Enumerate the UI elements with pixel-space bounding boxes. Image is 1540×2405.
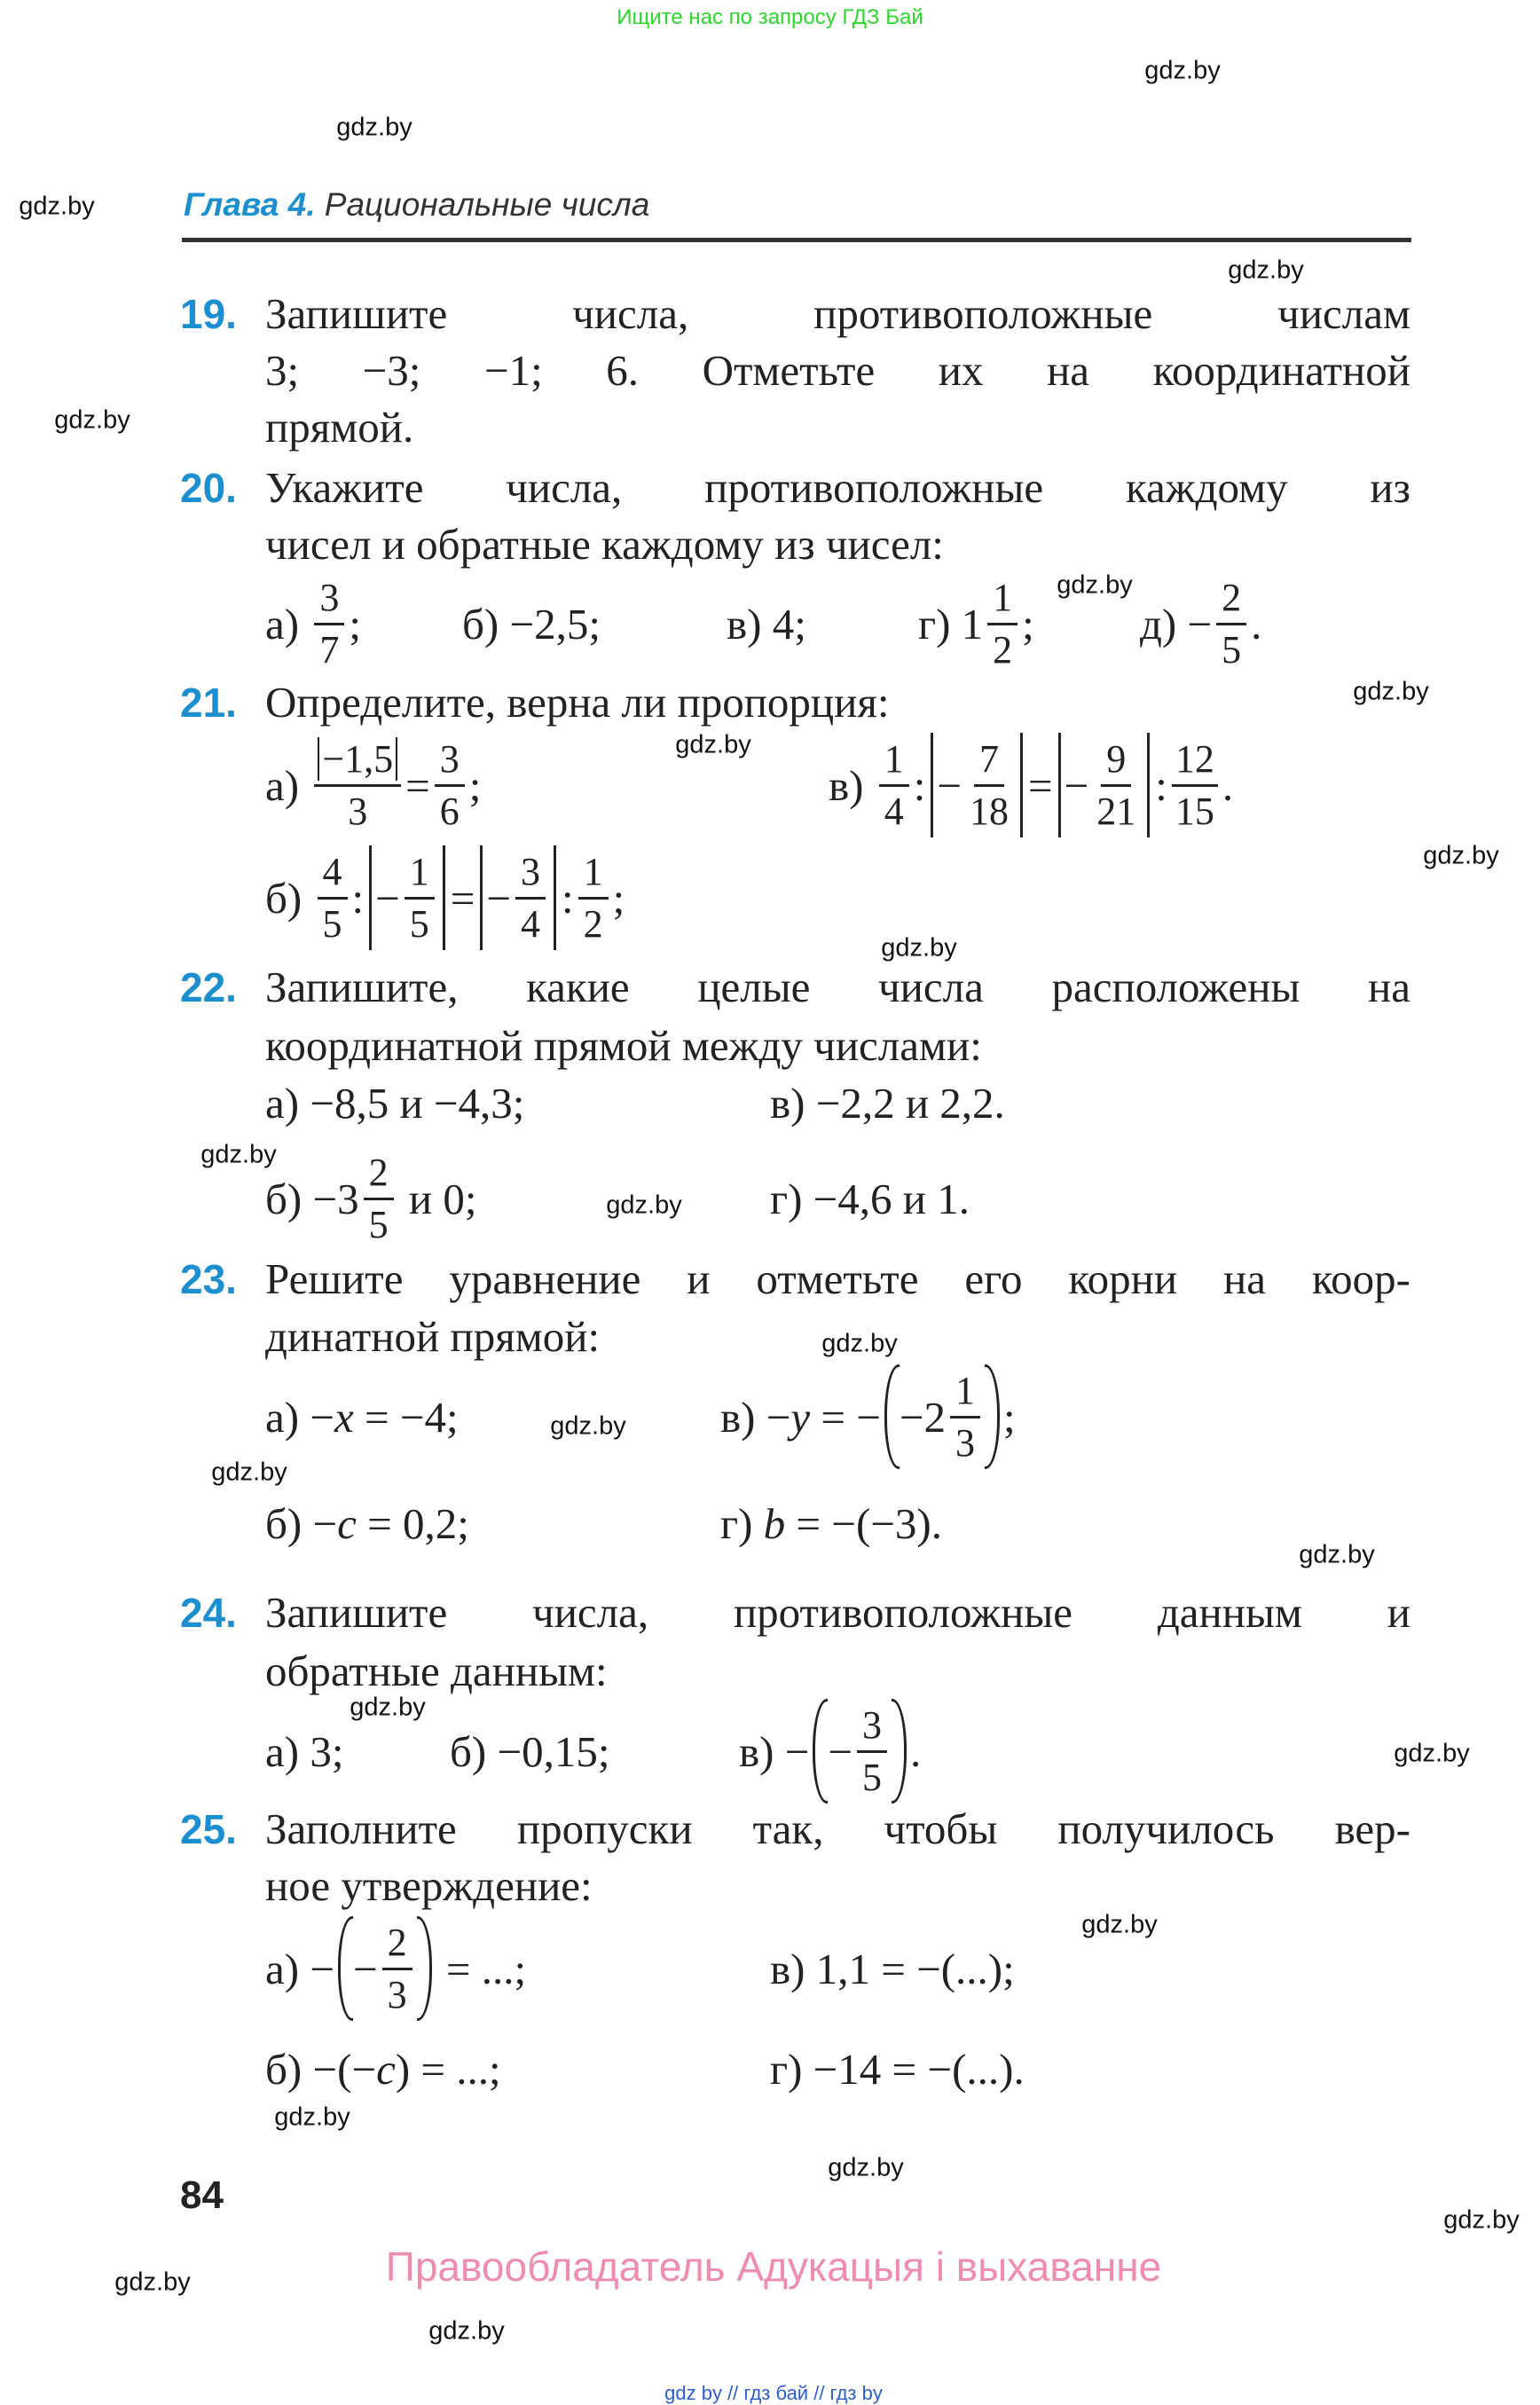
watermark: gdz.by — [1057, 570, 1133, 600]
right-paren — [985, 1364, 1000, 1469]
page-number: 84 — [180, 2173, 224, 2217]
expr: б) − — [265, 1498, 338, 1548]
fraction — [382, 1918, 412, 2020]
option-label: г) 1 — [918, 599, 984, 648]
fraction — [857, 1701, 887, 1803]
watermark: gdz.by — [114, 2267, 191, 2297]
variable: b — [763, 1498, 786, 1548]
numerator: 3 — [314, 573, 344, 625]
option-g — [918, 562, 1034, 686]
numerator: 3 — [857, 1701, 887, 1753]
option-v: в) −2,2 и 2,2. — [770, 1078, 1005, 1128]
numerator: 2 — [382, 1918, 412, 1970]
fraction — [364, 1148, 394, 1250]
variable: y — [790, 1392, 811, 1442]
problem-text: динатной прямой: — [265, 1312, 601, 1361]
denominator: 5 — [368, 1202, 389, 1246]
variable: c — [337, 1498, 357, 1548]
watermark: gdz.by — [1228, 255, 1304, 285]
options-row — [0, 562, 1540, 686]
left-paren — [884, 1364, 900, 1469]
numerator: 1 — [405, 847, 435, 900]
expr: = − — [810, 1392, 881, 1442]
punct: и 0; — [397, 1174, 477, 1223]
problem-number: 20. — [180, 465, 237, 511]
denominator: 6 — [439, 789, 460, 833]
problem-text: Запишите числа, противоположные данным и — [265, 1588, 1410, 1637]
fraction — [314, 735, 401, 837]
expr: г) — [720, 1498, 764, 1548]
option-v: в) 1,1 = −(...); — [770, 1944, 1015, 1993]
watermark: gdz.by — [1423, 841, 1499, 870]
expr: − — [828, 1726, 852, 1776]
option-v — [739, 1689, 921, 1813]
bottom-links[interactable]: gdz by // гдз бай // гдз by — [664, 2382, 883, 2404]
watermark: gdz.by — [881, 933, 957, 963]
minus: − — [375, 873, 400, 923]
option-a — [265, 1355, 459, 1479]
denominator: 2 — [993, 627, 1013, 672]
absolute-value: −1,5 — [318, 737, 397, 781]
punct: ; — [1003, 1392, 1016, 1442]
watermark: gdz.by — [19, 192, 95, 221]
expr: б) −(− — [265, 2044, 377, 2094]
colon: : — [1155, 760, 1167, 810]
options-row — [0, 1355, 1540, 1479]
search-banner[interactable]: Ищите нас по запросу ГДЗ Бай — [617, 5, 923, 29]
option-b — [265, 1136, 476, 1261]
option-b: б) −2,5; — [462, 599, 601, 648]
watermark: gdz.by — [821, 1329, 898, 1358]
option-label: а) − — [265, 1944, 334, 1993]
problem-text: Запишите числа, противоположные числам — [265, 289, 1410, 338]
problem-text: Укажите числа, противоположные каждому из — [265, 463, 1410, 512]
minus: − — [937, 760, 962, 810]
problem-text: Определите, верна ли пропорция: — [265, 678, 890, 727]
fraction — [1172, 735, 1218, 837]
denominator: 4 — [521, 901, 541, 946]
option-v — [720, 1355, 1016, 1479]
option-b — [265, 836, 625, 960]
option-label: в) — [829, 760, 875, 810]
absolute-value — [480, 845, 556, 950]
colon: : — [351, 873, 365, 923]
expr: = −4; — [353, 1392, 459, 1442]
option-v: в) 4; — [727, 599, 806, 648]
fraction — [950, 1366, 980, 1468]
watermark: gdz.by — [54, 405, 130, 435]
watermark: gdz.by — [336, 113, 412, 142]
punct: . — [1251, 599, 1262, 648]
absolute-value — [931, 733, 1023, 837]
expr: − — [352, 1944, 378, 1993]
copyright-footer: Правообладатель Адукацыя і выхаванне — [385, 2244, 1162, 2290]
denominator: 3 — [955, 1420, 976, 1465]
expr: а) − — [265, 1392, 334, 1442]
numerator: 2 — [1216, 573, 1246, 625]
option-a — [265, 562, 361, 686]
equals: = — [405, 760, 430, 810]
absolute-value — [1058, 733, 1151, 837]
numerator: 7 — [974, 735, 1004, 787]
left-paren — [813, 1699, 828, 1804]
punct: . — [909, 1726, 922, 1776]
fraction — [515, 847, 546, 949]
expr: в) − — [720, 1392, 791, 1442]
options-row — [0, 1136, 1540, 1261]
expr: = 0,2; — [356, 1498, 469, 1548]
expr: ) = ...; — [395, 2044, 501, 2094]
watermark: gdz.by — [1353, 677, 1429, 706]
numerator: 3 — [435, 735, 465, 787]
punct: ; — [612, 873, 625, 923]
numerator: 1 — [950, 1366, 980, 1419]
option-g: г) −14 = −(...). — [770, 2044, 1025, 2094]
watermark: gdz.by — [1144, 56, 1221, 85]
numerator: 1 — [879, 735, 909, 787]
fraction — [318, 847, 348, 949]
problem-number: 19. — [180, 291, 237, 337]
problem-text: прямой. — [265, 403, 414, 452]
watermark: gdz.by — [675, 730, 751, 759]
denominator: 18 — [969, 789, 1009, 833]
option-a: а) −8,5 и −4,3; — [265, 1078, 525, 1128]
denominator: 7 — [319, 627, 340, 672]
watermark: gdz.by — [606, 1191, 682, 1220]
punct: . — [1222, 760, 1234, 810]
fraction — [578, 847, 609, 949]
problem-number: 25. — [180, 1806, 237, 1852]
minus: − — [486, 873, 512, 923]
punct: = ...; — [435, 1944, 527, 1993]
punct: ; — [349, 599, 361, 648]
option-label: б) — [265, 873, 313, 923]
problem-number: 24. — [180, 1590, 237, 1636]
numerator: 1 — [578, 847, 609, 900]
problem-text: обратные данным: — [265, 1647, 608, 1695]
watermark: gdz.by — [350, 1693, 426, 1722]
problem-text: ное утверждение: — [265, 1861, 593, 1910]
minus: − — [1064, 760, 1089, 810]
option-g — [720, 1461, 942, 1585]
option-b — [265, 1461, 469, 1585]
option-label: в) − — [739, 1726, 810, 1776]
option-g: г) −4,6 и 1. — [770, 1174, 970, 1223]
option-d — [1140, 562, 1261, 686]
problem-text: чисел и обратные каждому из чисел: — [265, 520, 944, 569]
right-paren — [892, 1699, 907, 1804]
fraction — [314, 573, 344, 675]
fraction — [405, 847, 435, 949]
denominator: 5 — [861, 1755, 882, 1799]
numerator: 12 — [1172, 735, 1218, 787]
fraction — [1093, 735, 1139, 837]
equals: = — [450, 873, 475, 923]
fraction — [1216, 573, 1246, 675]
denominator: 3 — [348, 789, 368, 833]
denominator: 5 — [409, 901, 429, 946]
numerator: 9 — [1101, 735, 1131, 787]
denominator: 15 — [1175, 789, 1214, 833]
colon: : — [562, 873, 574, 923]
watermark: gdz.by — [428, 2316, 505, 2346]
header-divider — [182, 238, 1411, 242]
problem-text: Решите уравнение и отметьте его корни на коор- — [265, 1254, 1410, 1303]
denominator: 2 — [583, 901, 603, 946]
problem-text: координатной прямой между числами: — [265, 1021, 982, 1070]
option-label: а) — [265, 760, 310, 810]
denominator: 4 — [884, 789, 904, 833]
problem-number: 23. — [180, 1256, 237, 1302]
colon: : — [913, 760, 926, 810]
watermark: gdz.by — [200, 1140, 277, 1169]
options-row — [0, 723, 1540, 847]
watermark: gdz.by — [1443, 2205, 1520, 2235]
watermark: gdz.by — [1081, 1910, 1158, 1939]
options-row — [0, 2007, 1540, 2131]
numerator: 2 — [364, 1148, 394, 1200]
problem-text: 3; −3; −1; 6. Отметьте их на координатной — [265, 346, 1410, 395]
chapter-number: Глава 4. — [184, 186, 316, 223]
option-v — [829, 723, 1233, 847]
expr: −2 — [899, 1392, 947, 1442]
watermark: gdz.by — [550, 1411, 626, 1441]
denominator: 21 — [1096, 789, 1136, 833]
watermark: gdz.by — [1299, 1540, 1375, 1569]
variable: c — [376, 2044, 396, 2094]
variable: x — [334, 1392, 354, 1442]
numerator — [314, 735, 401, 787]
watermark: gdz.by — [274, 2102, 350, 2132]
fraction — [879, 735, 909, 837]
chapter-header — [184, 186, 649, 224]
absolute-value — [369, 845, 445, 950]
problem-number: 21. — [180, 680, 237, 726]
option-b: б) −0,15; — [450, 1726, 610, 1776]
problem-text: Заполните пропуски так, чтобы получилось вер- — [265, 1804, 1410, 1853]
options-row — [0, 836, 1540, 960]
watermark: gdz.by — [828, 2153, 904, 2182]
numerator: 4 — [318, 847, 348, 900]
expr: = −(−3). — [785, 1498, 942, 1548]
watermark: gdz.by — [1394, 1739, 1470, 1768]
fraction — [966, 735, 1012, 837]
denominator: 5 — [1222, 627, 1242, 672]
option-label: б) −3 — [265, 1174, 359, 1223]
punct: ; — [1022, 599, 1034, 648]
options-row — [0, 1461, 1540, 1585]
option-label: д) − — [1140, 599, 1213, 648]
denominator: 5 — [322, 901, 342, 946]
chapter-title: Рациональные числа — [315, 186, 650, 223]
option-a: а) 3; — [265, 1726, 344, 1776]
option-label: а) — [265, 599, 310, 648]
numerator: 3 — [515, 847, 546, 900]
problem-number: 22. — [180, 964, 237, 1010]
option-a — [265, 723, 481, 847]
numerator: 1 — [987, 573, 1018, 625]
denominator: 3 — [387, 1972, 407, 2016]
fraction — [987, 573, 1018, 675]
punct: ; — [468, 760, 482, 810]
right-paren — [417, 1916, 432, 2021]
options-row — [0, 1689, 1540, 1813]
option-b — [265, 2007, 501, 2131]
equals: = — [1027, 760, 1053, 810]
problem-text: Запишите, какие целые числа расположены на — [265, 963, 1410, 1011]
left-paren — [338, 1916, 353, 2021]
watermark: gdz.by — [211, 1458, 287, 1487]
fraction — [435, 735, 465, 837]
